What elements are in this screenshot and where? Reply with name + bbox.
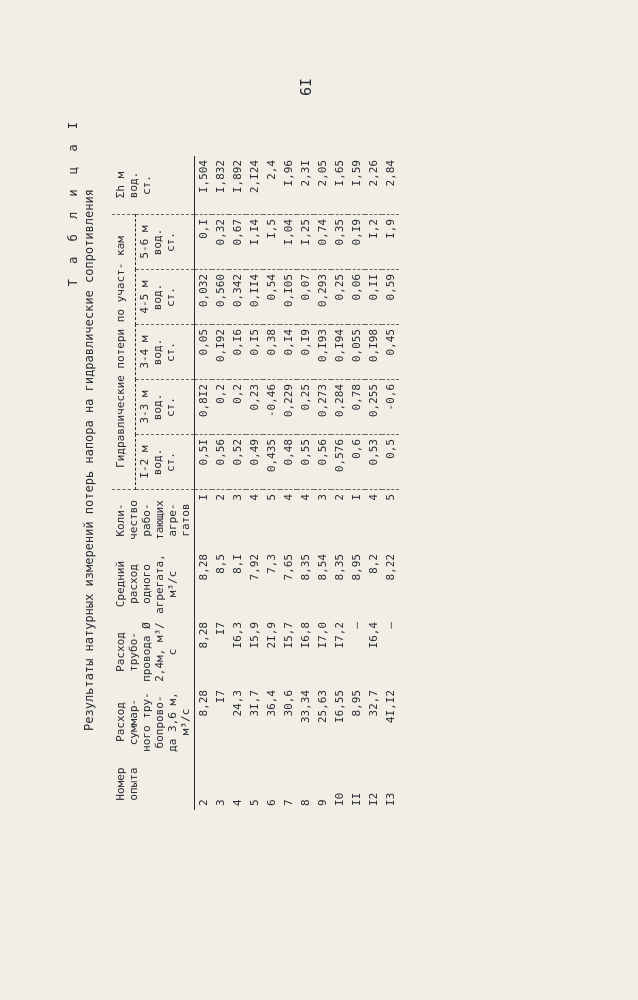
table-cell: I6,4 (367, 622, 380, 649)
results-table (112, 156, 399, 810)
table-cell: 0,342 (229, 270, 246, 325)
table-cell: 0,67 (229, 215, 246, 270)
table-cell: 0,55 (297, 435, 314, 490)
table-cell: 0,74 (314, 215, 331, 270)
table-cell: I,59 (348, 156, 365, 215)
table-cell: I,96 (280, 156, 297, 215)
table-cell: I0 (333, 792, 346, 806)
table-cell: 8,2 (367, 554, 380, 574)
table-row (280, 156, 297, 810)
table-cell: I,5 (263, 215, 280, 270)
table-cell: 0,I9 (348, 215, 365, 270)
table-cell: 2 (333, 494, 346, 501)
header-loss-3-3: 3-3 м вод. ст. (135, 380, 194, 435)
table-row (365, 156, 382, 810)
table-cell: 3I,7 (248, 690, 261, 717)
table-cell: -0,46 (263, 380, 280, 435)
table-cell: 33,34 (299, 690, 312, 724)
table-cell: 8,35 (299, 554, 312, 581)
table-cell: 4 (248, 494, 261, 501)
table-caption: Т а б л и ц а I (66, 118, 80, 287)
table-cell: 0,284 (331, 380, 348, 435)
table-body (195, 156, 400, 810)
table-cell: I,2 (365, 215, 382, 270)
table-cell: 30,6 (282, 690, 295, 717)
table-cell: 0,I94 (331, 325, 348, 380)
rotated-table-block (60, 110, 620, 810)
table-cell: I5,7 (282, 622, 295, 649)
table-cell: 2 (214, 494, 227, 501)
table-cell: 0,I5 (246, 325, 263, 380)
header-loss-5-6: 5-6 м вод. ст. (135, 215, 194, 270)
table-cell: I3 (384, 792, 397, 806)
table-cell: 7,92 (248, 554, 261, 581)
table-cell: I (350, 494, 363, 501)
table-cell: 8,28 (197, 554, 210, 581)
table-cell: 2,3I (297, 156, 314, 215)
table-cell: 3 (231, 494, 244, 501)
table-cell: 3 (316, 494, 329, 501)
table-cell: 2 (197, 799, 210, 806)
table-cell: 5 (384, 494, 397, 501)
table-cell: 2,05 (314, 156, 331, 215)
table-cell: 2I,9 (265, 622, 278, 649)
table-row (212, 156, 229, 810)
page-number: I9 (296, 77, 315, 97)
header-unit-count: Коли- чество рабо- тающих агре- гатов (112, 490, 195, 551)
table-cell: I6,55 (333, 690, 346, 724)
table-cell: 0,32 (212, 215, 229, 270)
table-cell: 0,05 (195, 325, 213, 380)
table-cell: 0,560 (212, 270, 229, 325)
table-cell: 0,032 (195, 270, 213, 325)
table-cell: 0,53 (365, 435, 382, 490)
table-cell: I7,0 (316, 622, 329, 649)
table-cell: 0,I92 (212, 325, 229, 380)
table-cell: 0,5 (382, 435, 399, 490)
table-cell: 2,84 (382, 156, 399, 215)
table-cell: 0,35 (331, 215, 348, 270)
table-cell: 0,II (365, 270, 382, 325)
table-cell: 2,4 (263, 156, 280, 215)
table-cell: -0,6 (382, 380, 399, 435)
table-cell: 2,I24 (246, 156, 263, 215)
table-cell: 5 (265, 494, 278, 501)
table-cell: 25,63 (316, 690, 329, 724)
table-cell: I6,8 (299, 622, 312, 649)
table-cell: 9 (316, 799, 329, 806)
table-cell: I7 (214, 622, 227, 636)
table-cell: 4 (282, 494, 295, 501)
table-cell: 0,5I (195, 435, 213, 490)
table-cell: 0,6 (348, 435, 365, 490)
table-cell: 0,2 (212, 380, 229, 435)
table-cell: I,I4 (246, 215, 263, 270)
table-cell: 0,56 (212, 435, 229, 490)
table-cell: 8,95 (350, 554, 363, 581)
table-cell: 0,25 (297, 380, 314, 435)
table-title: Результаты натурных измерений потерь напора на гидравлические сопротивления (82, 189, 96, 731)
table-cell: 0,06 (348, 270, 365, 325)
table-cell: 8,54 (316, 554, 329, 581)
table-cell: 8,5 (214, 554, 227, 574)
table-cell: 32,7 (367, 690, 380, 717)
table-cell: 0,52 (229, 435, 246, 490)
table-cell: 0,229 (280, 380, 297, 435)
table-row (314, 156, 331, 810)
table-cell: I,65 (331, 156, 348, 215)
table-cell: I6,3 (231, 622, 244, 649)
table-cell: 8,28 (197, 690, 210, 717)
header-loss-4-5: 4-5 м вод. ст. (135, 270, 194, 325)
table-cell: 8,I (231, 554, 244, 574)
table-cell: 7,3 (265, 554, 278, 574)
table-cell: I,9 (382, 215, 399, 270)
header-avg-flow: Средний расход одного агрегата, м³/с (112, 550, 195, 618)
table-cell: – (384, 622, 397, 629)
table-cell: 4 (231, 799, 244, 806)
table-cell: I,504 (195, 156, 213, 215)
header-loss-3-4: 3-4 м вод. ст. (135, 325, 194, 380)
table-cell: 0,8I2 (195, 380, 213, 435)
table-cell: 7,65 (282, 554, 295, 581)
header-losses-group: Гидравлические потери по участ- кам (112, 215, 135, 490)
table-cell: 0,I6 (229, 325, 246, 380)
table-row (382, 156, 399, 810)
table-cell: 0,56 (314, 435, 331, 490)
table-cell: 8 (299, 799, 312, 806)
table-cell: I,25 (297, 215, 314, 270)
table-cell: I7,2 (333, 622, 346, 649)
table-row (246, 156, 263, 810)
table-cell: 0,I05 (280, 270, 297, 325)
table-row (229, 156, 246, 810)
table-cell: 0,055 (348, 325, 365, 380)
table-cell: 0,2 (229, 380, 246, 435)
table-cell: 0,255 (365, 380, 382, 435)
table-cell: I,832 (212, 156, 229, 215)
table-cell: 0,II4 (246, 270, 263, 325)
table-cell: 0,78 (348, 380, 365, 435)
table-cell: 0,49 (246, 435, 263, 490)
table-cell: I2 (367, 792, 380, 806)
header-number: Номер опыта (112, 758, 195, 810)
table-cell: 0,45 (382, 325, 399, 380)
table-cell: – (350, 622, 363, 629)
header-pipe-flow: Расход трубо- провода Ø 2,4м, м³/с (112, 618, 195, 686)
table-cell: 0,I9 (297, 325, 314, 380)
table-cell: 0,I93 (314, 325, 331, 380)
header-loss-1-2: I-2 м вод. ст. (135, 435, 194, 490)
table-cell: 0,I (195, 215, 213, 270)
table-row (297, 156, 314, 810)
table-cell: I5,9 (248, 622, 261, 649)
table-cell: 5 (248, 799, 261, 806)
table-cell: 36,4 (265, 690, 278, 717)
table-cell: 7 (282, 799, 295, 806)
table-cell: II (350, 792, 363, 806)
table-cell: 0,38 (263, 325, 280, 380)
table-cell: 8,35 (333, 554, 346, 581)
table-cell: 0,23 (246, 380, 263, 435)
table-cell: I,04 (280, 215, 297, 270)
table-cell: 4 (367, 494, 380, 501)
table-cell: 8,28 (197, 622, 210, 649)
table-cell: 8,95 (350, 690, 363, 717)
table-cell: 0,48 (280, 435, 297, 490)
table-cell: 4I,I2 (384, 690, 397, 724)
header-sum: Σh м вод. ст. (112, 156, 195, 215)
table-cell: 2,26 (365, 156, 382, 215)
table-cell: I,892 (229, 156, 246, 215)
table-cell: 0,59 (382, 270, 399, 325)
table-cell: 0,576 (331, 435, 348, 490)
table-cell: I7 (214, 690, 227, 704)
table-cell: 0,435 (263, 435, 280, 490)
table-cell: 0,I98 (365, 325, 382, 380)
table-cell: I (197, 494, 210, 501)
table-cell: 0,293 (314, 270, 331, 325)
table-cell: 6 (265, 799, 278, 806)
table-cell: 4 (299, 494, 312, 501)
table-cell: 0,I4 (280, 325, 297, 380)
table-cell: 0,273 (314, 380, 331, 435)
header-total-flow: Расход суммар- ного тру- бопрово- да 3,6 м, м³/с (112, 686, 195, 758)
table-row (331, 156, 348, 810)
table-cell: 8,22 (384, 554, 397, 581)
table-cell: 24,3 (231, 690, 244, 717)
table-cell: 0,07 (297, 270, 314, 325)
table-row (348, 156, 365, 810)
table-cell: 0,54 (263, 270, 280, 325)
table-row (263, 156, 280, 810)
table-row (195, 156, 213, 810)
table-cell: 0,25 (331, 270, 348, 325)
table-cell: 3 (214, 799, 227, 806)
